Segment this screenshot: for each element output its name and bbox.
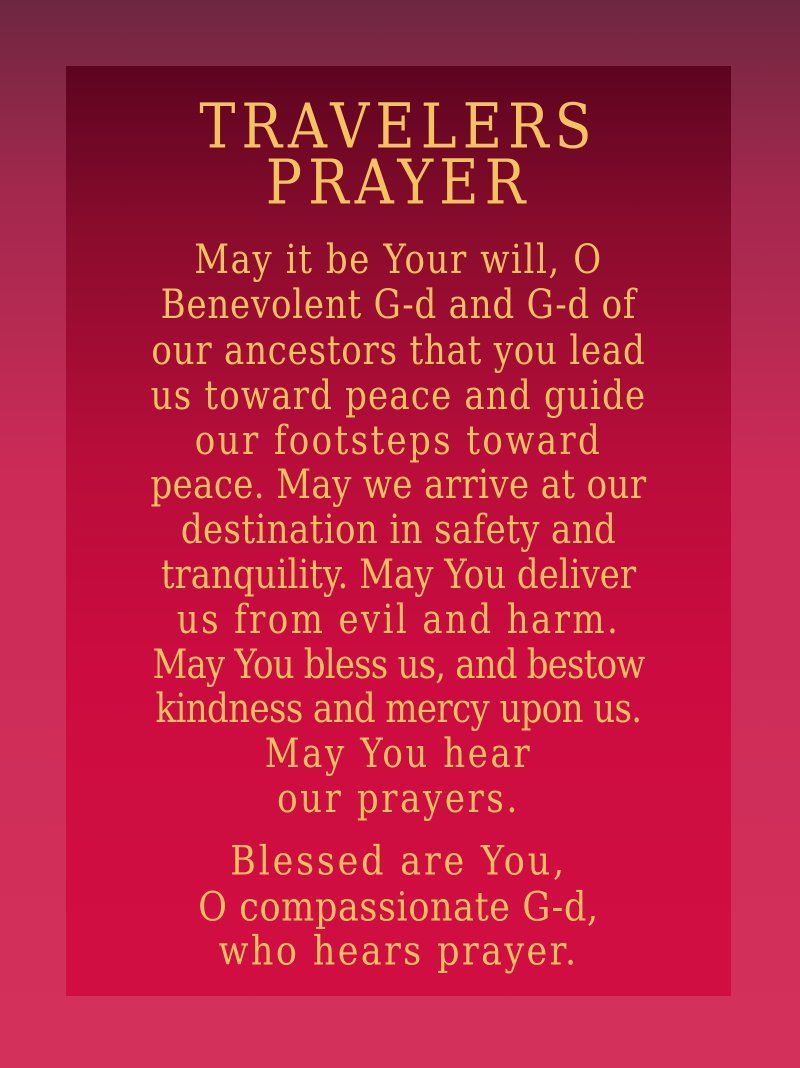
prayer-line: tranquility. May You deliver	[160, 551, 637, 599]
prayer-line: our footsteps toward	[194, 417, 603, 465]
prayer-line: May You hear	[264, 730, 533, 778]
title-line-1: TRAVELERS	[199, 90, 598, 163]
prayer-line: May it be Your will, O	[194, 236, 603, 284]
prayer-line: our ancestors that you lead	[151, 327, 646, 375]
blessing-line: O compassionate G-d,	[198, 884, 599, 931]
prayer-line: peace. May we arrive at our	[150, 461, 647, 509]
blessing-line: who hears prayer.	[218, 928, 579, 975]
prayer-line: kindness and mercy upon us.	[155, 685, 642, 733]
title-line-2: PRAYER	[265, 146, 532, 219]
prayer-line: us toward peace and guide	[150, 372, 647, 420]
blessing-line: Blessed are You,	[230, 838, 567, 885]
prayer-line: our prayers.	[277, 775, 520, 823]
prayer-card	[66, 66, 731, 996]
prayer-line: May You bless us, and bestow	[152, 641, 645, 689]
prayer-line: destination in safety and	[180, 506, 617, 554]
prayer-line: Benevolent G-d and G-d of	[160, 281, 637, 329]
prayer-line: us from evil and harm.	[176, 596, 621, 644]
